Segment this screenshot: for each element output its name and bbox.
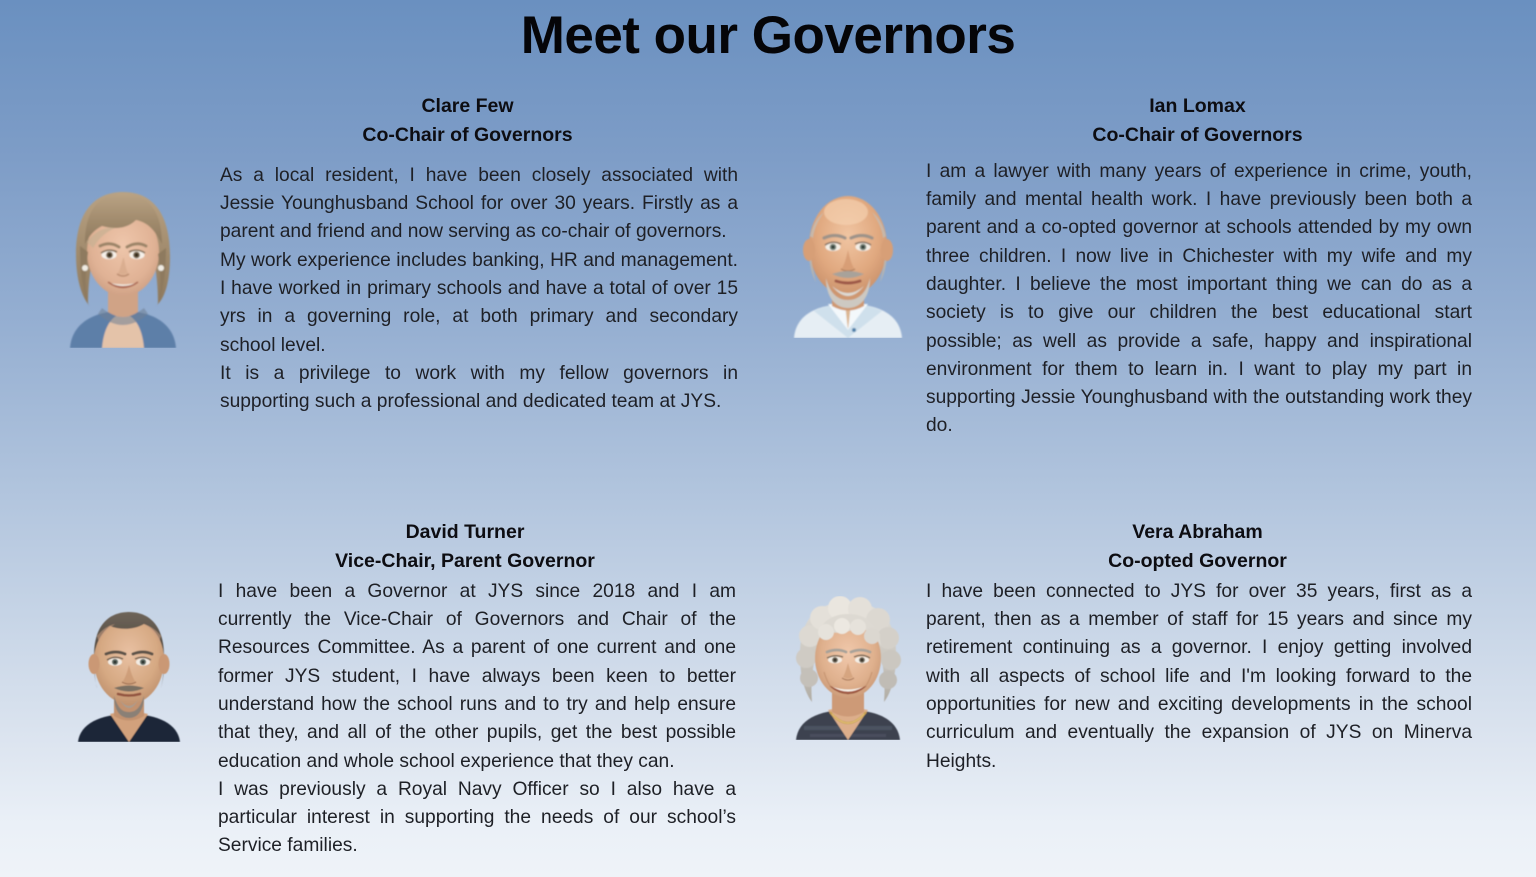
bio-paragraph: I was previously a Royal Navy Officer so I also have a particular interest in supporting the needs of our school’s Service families. bbox=[218, 778, 736, 857]
governor-photo-ian-lomax bbox=[788, 178, 908, 338]
governor-heading bbox=[40, 92, 750, 150]
governor-heading bbox=[40, 518, 750, 576]
governor-body bbox=[40, 162, 750, 417]
governor-role: Vice-Chair, Parent Governor bbox=[335, 549, 595, 572]
governor-card-david-turner bbox=[40, 518, 750, 861]
governor-body bbox=[780, 578, 1495, 776]
governor-photo-david-turner bbox=[70, 602, 188, 742]
bio-paragraph: I have been connected to JYS for over 35 years, first as a parent, then as a member of staff for 15 years and since my retirement continuing as a governor. I enjoy getting involved with all aspects of school life and I'm looking forward to the opportunities for new and exciting developments in the school curriculum and eventually the expansion of JYS on Minerva Heights. bbox=[926, 580, 1472, 772]
governor-card-vera-abraham bbox=[780, 518, 1495, 776]
bio-paragraph: It is a privilege to work with my fellow governors in supporting such a professional and dedicated team at JYS. bbox=[220, 362, 738, 413]
governor-role: Co-Chair of Governors bbox=[1092, 123, 1303, 146]
governor-photo-vera-abraham bbox=[790, 596, 906, 740]
governor-role: Co-Chair of Governors bbox=[362, 123, 573, 146]
page-title: Meet our Governors bbox=[520, 6, 1016, 65]
governor-bio bbox=[218, 578, 736, 861]
governor-heading bbox=[780, 92, 1495, 150]
governor-bio bbox=[926, 158, 1472, 441]
governor-name: Clare Few bbox=[421, 95, 514, 117]
governor-bio bbox=[220, 162, 738, 417]
governor-photo-clare-few bbox=[58, 180, 188, 348]
governor-bio bbox=[926, 578, 1472, 776]
governor-heading bbox=[780, 518, 1495, 576]
governor-role: Co-opted Governor bbox=[1108, 549, 1287, 572]
governor-card-clare-few bbox=[40, 92, 750, 416]
governor-body bbox=[40, 578, 750, 861]
governor-card-ian-lomax bbox=[780, 92, 1495, 441]
bio-paragraph: As a local resident, I have been closely associated with Jessie Younghusband School for over 30 years. Firstly as a parent and friend and now serving as co-chair of governors. bbox=[220, 164, 738, 243]
bio-paragraph: I am a lawyer with many years of experience in crime, youth, family and mental health work. I have previously been both a parent and a co-opted governor at schools attended by my own three children. I now live in Chichester with my wife and my daughter. I believe the most important thing we can do as a society is to give our children the best educational start possible; as well as provide a safe, happy and inspirational environment for them to learn in. I want to play my part in supporting Jessie Younghusband with the outstanding work they do. bbox=[926, 160, 1472, 437]
governor-name: Vera Abraham bbox=[1132, 521, 1263, 543]
governor-name: David Turner bbox=[405, 521, 525, 543]
governor-body bbox=[780, 158, 1495, 441]
governor-name: Ian Lomax bbox=[1149, 95, 1246, 117]
bio-paragraph: My work experience includes banking, HR and management. I have worked in primary schools and have a total of over 15 yrs in a governing role, at both primary and secondary school level. bbox=[220, 249, 738, 356]
bio-paragraph: I have been a Governor at JYS since 2018 and I am currently the Vice-Chair of Governors and Chair of the Resources Committee. As a parent of one current and one former JYS student, I have always been keen to better understand how the school runs and to try and help ensure that they, and all of the other pupils, get the best possible education and whole school experience that they can. bbox=[218, 580, 736, 772]
